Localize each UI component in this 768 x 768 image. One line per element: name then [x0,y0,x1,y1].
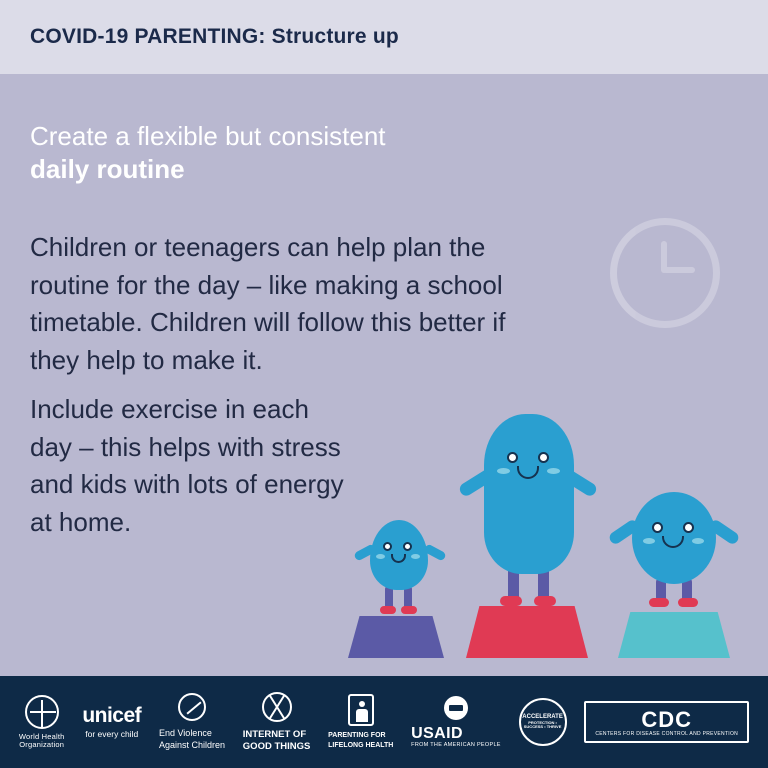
accelerate-inner-text [521,714,565,730]
clock-minute-hand [663,267,695,273]
logo-who [19,695,65,749]
end-violence-text [159,728,225,751]
end-violence-line2: Against Children [158,739,225,750]
page-title [30,25,399,49]
header-title-prefix: COVID-19 PARENTING: [30,25,266,48]
logo-usaid [411,696,501,749]
shoe-left [380,606,396,614]
who-emblem-icon [25,695,59,729]
body [632,492,716,584]
smile [391,554,406,563]
end-violence-line1: End Violence [158,728,212,739]
shoe-left [500,596,522,606]
igt-text [243,729,311,753]
logo-accelerate [519,698,567,746]
paragraph-exercise: Include exercise in each day – this helps with stress and kids with lots of energy at home. [30,394,344,538]
pflh-text [328,731,393,749]
logo-internet-of-good-things [243,692,311,753]
shoe-right [534,596,556,606]
header-bar [0,0,768,74]
igt-line1: INTERNET OF [242,728,307,740]
logo-end-violence-against-children [159,693,225,751]
logo-cdc [584,701,749,743]
character-child-small [352,520,448,618]
usaid-wordmark: USAID [411,724,463,742]
headline [30,120,450,187]
cheek-left [497,468,510,474]
exercise-mat-purple [348,616,444,658]
header-title-suffix: Structure up [271,25,399,48]
accelerate-line2: PROTECTION • SUCCESS • THRIVE [523,719,562,730]
shoe-right [401,606,417,614]
headline-text: Create a flexible but consistent [30,121,386,151]
unicef-wordmark: unicef [82,704,142,728]
accelerate-line1: ACCELERATE [522,713,563,720]
who-label-line2: Organization [19,740,65,749]
eye-right [538,452,549,463]
smile [662,536,684,548]
body [370,520,428,590]
cheek-left [376,554,385,559]
character-child-right [608,492,740,624]
eye-left [652,522,663,533]
cheek-right [692,538,704,544]
cdc-tagline: CENTERS FOR DISEASE CONTROL AND PREVENTION [595,730,739,737]
content-area [0,74,768,676]
cheek-left [643,538,655,544]
eye-right [403,542,412,551]
eye-left [507,452,518,463]
shoe-right [678,598,698,607]
pflh-line2: LIFELONG HEALTH [328,741,394,749]
shoe-left [649,598,669,607]
usaid-tagline: FROM THE AMERICAN PEOPLE [411,741,501,748]
character-child-tall [452,414,604,614]
usaid-emblem-icon [444,696,468,720]
usaid-text [411,726,501,749]
paragraph-routine: Children or teenagers can help plan the routine for the day – like making a school timetable. Children will follow this better if they help to make it. [30,232,506,376]
smile [517,466,539,479]
logo-parenting-for-lifelong-health [328,694,393,749]
cdc-wordmark: CDC [641,706,693,732]
logo-unicef [82,705,141,739]
illustration-characters [0,376,768,676]
who-label-line1: World Health [18,732,65,742]
body [484,414,574,574]
end-violence-emblem-icon [178,693,206,721]
cheek-right [547,468,560,474]
internet-globe-icon [262,692,292,722]
parenting-family-icon [348,694,374,726]
unicef-tagline: for every child [85,729,139,740]
eye-left [383,542,392,551]
accelerate-emblem-icon [519,698,567,746]
cheek-right [411,554,420,559]
headline-highlight: daily routine [30,154,185,185]
eye-right [683,522,694,533]
pflh-line1: PARENTING FOR [328,732,386,740]
igt-line2: GOOD THINGS [242,740,311,752]
clock-icon [610,218,720,328]
footer-logo-bar [0,676,768,768]
